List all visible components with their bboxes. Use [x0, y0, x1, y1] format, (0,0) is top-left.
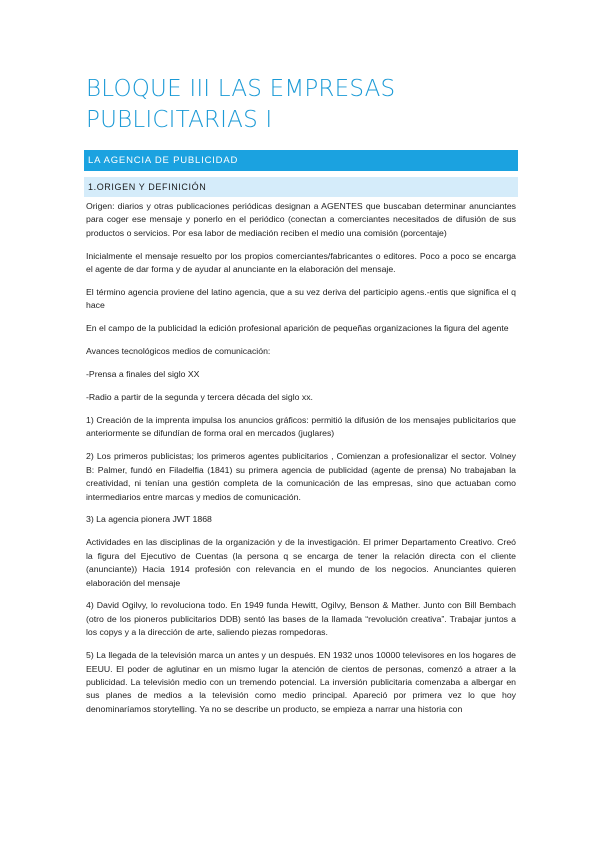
paragraph: Actividades en las disciplinas de la organización y de la investigación. El primer Departamento Creativo. Creó la figura del Ejecutivo de Cuentas (la persona q se encarga de tener la relación directa con el cliente (anunciante)) Hacia 1914 profesión con relevancia en el mundo de los negocios. Anunciantes quieren elaboración del mensaje — [86, 537, 516, 588]
paragraph: El término agencia proviene del latino agencia, que a su vez deriva del participio agens.-entis que significa el q hace — [86, 287, 516, 311]
document-body — [86, 200, 516, 726]
title-line-1: BLOQUE III LAS EMPRESAS — [86, 76, 396, 102]
title-line-2: PUBLICITARIAS I — [86, 107, 273, 133]
paragraph: -Prensa a finales del siglo XX — [86, 369, 200, 380]
paragraph: Avances tecnológicos medios de comunicación: — [86, 346, 271, 357]
paragraph: 5) La llegada de la televisión marca un antes y un después. EN 1932 unos 10000 televisores en los hogares de EEUU. El poder de aglutinar en un mismo lugar la atención de cientos de personas, comenzó a atraer a la publicidad. La televisión medio con un tremendo potencial. La inversión publicitaria comenzaba a albergar en sus planes de medios a la televisión como medio principal. Apareció por primera vez lo que hoy denominaríamos storytelling. Ya no se describe un producto, se empieza a narrar una historia con — [86, 650, 516, 714]
paragraph: 4) David Ogilvy, lo revoluciona todo. En 1949 funda Hewitt, Ogilvy, Benson & Mather. Junto con Bill Bembach (otro de los pioneros publicitarios DDB) sentó las bases de la llamada “revolución creativa”. Trabajar juntos a los copys y a la dirección de arte, saliendo piezas rompedoras. — [86, 600, 516, 638]
paragraph: En el campo de la publicidad la edición profesional aparición de pequeñas organizaciones la figura del agente — [86, 323, 509, 334]
paragraph: 2) Los primeros publicistas; los primeros agentes publicitarios , Comienzan a profesionalizar el sector. Volney B: Palmer, fundó en Filadelfia (1841) su primera agencia de publicidad (agente de prensa) No trabajaban la creatividad, ni tenían una gestión completa de la comunicación de las empresas, sino que actuaban como intermediarios entre marcas y medios de comunicación. — [86, 451, 516, 502]
paragraph: Inicialmente el mensaje resuelto por los propios comerciantes/fabricantes o editores. Poco a poco se encarga el agente de dar forma y de ayudar al anunciante en la elaboración del mensaje. — [86, 250, 516, 275]
subsection-heading: 1.ORIGEN Y DEFINICIÓN — [84, 177, 518, 197]
paragraph: -Radio a partir de la segunda y tercera década del siglo xx. — [86, 392, 313, 403]
section-heading: LA AGENCIA DE PUBLICIDAD — [84, 150, 518, 171]
paragraph: 3) La agencia pionera JWT 1868 — [86, 514, 212, 525]
page-title — [86, 74, 516, 136]
paragraph: Origen: diarios y otras publicaciones periódicas designan a AGENTES que buscaban determinar anunciantes para coger ese mensaje y ponerlo en el periódico (conectan a comerciantes necesitados de difusión de sus productos o servicios. Por esa labor de mediación reciben el medio una comisión (porcentaje) — [86, 201, 516, 238]
paragraph: 1) Creación de la imprenta impulsa los anuncios gráficos: permitió la difusión de los mensajes publicitarios que anteriormente se difundían de forma oral en mercados (juglares) — [86, 414, 516, 439]
